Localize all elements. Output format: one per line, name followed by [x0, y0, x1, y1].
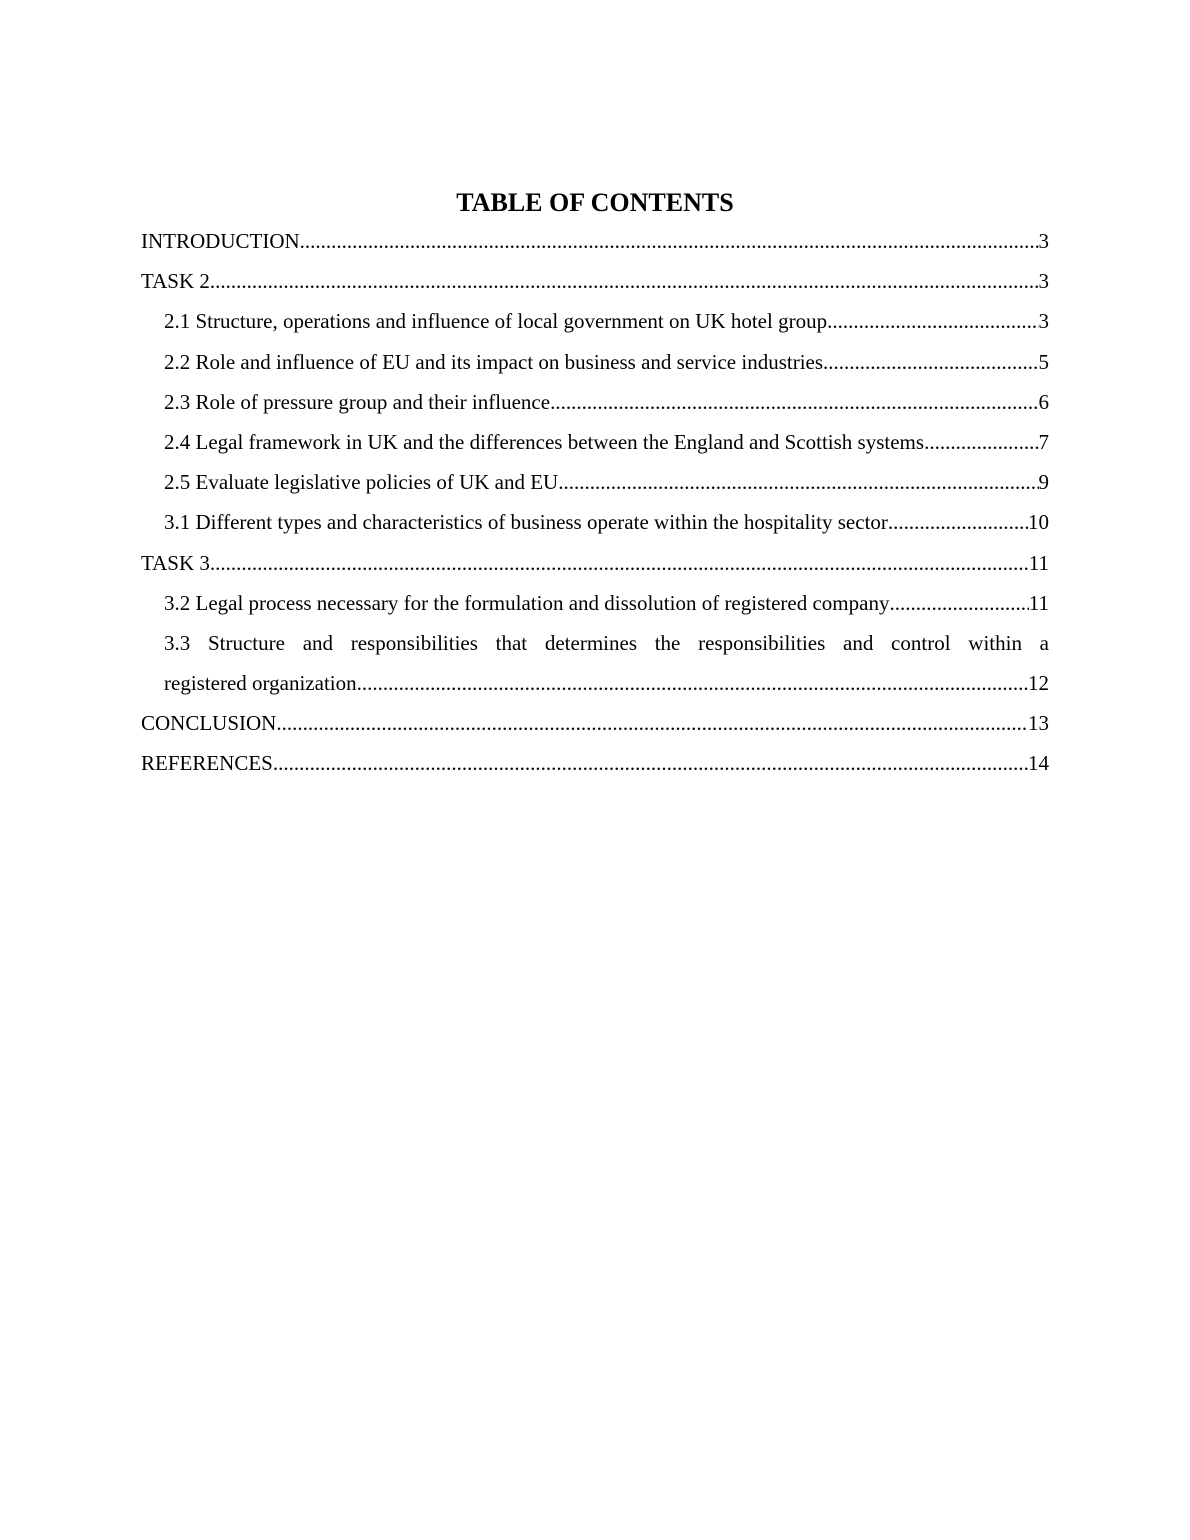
toc-dot-leader — [276, 703, 1028, 743]
toc-entry-label-line1: 3.3 Structure and responsibilities that determines the responsibilities and control within a — [164, 630, 1049, 655]
toc-entry-task-3[interactable] — [141, 543, 1049, 583]
toc-entry-label: TASK 3 — [141, 550, 210, 575]
toc-entry-label: 2.2 Role and influence of EU and its impact on business and service industries — [164, 349, 824, 374]
toc-dot-leader — [827, 301, 1038, 341]
toc-page-number: 10 — [1028, 510, 1049, 535]
toc-entry-label: TASK 2 — [141, 269, 210, 294]
toc-page-number: 3 — [1038, 229, 1049, 253]
toc-dot-leader — [924, 422, 1038, 462]
toc-entry-line2 — [164, 663, 1049, 703]
toc-entry-2-3[interactable] — [141, 382, 1049, 422]
toc-entry-2-5[interactable] — [141, 462, 1049, 502]
toc-entry-2-1[interactable] — [141, 301, 1049, 341]
toc-page-number: 14 — [1028, 751, 1049, 776]
toc-dot-leader — [558, 462, 1038, 502]
toc-entry-3-2[interactable] — [141, 583, 1049, 623]
toc-page-number: 3 — [1038, 309, 1049, 334]
toc-entry-label-line2: registered organization — [164, 671, 357, 696]
toc-dot-leader — [273, 743, 1028, 783]
toc-page-number: 9 — [1038, 470, 1049, 495]
toc-entry-label: 2.3 Role of pressure group and their influence — [164, 389, 551, 414]
toc-dot-leader — [210, 543, 1029, 583]
toc-entry-label: 2.4 Legal framework in UK and the differences between the England and Scottish systems — [164, 429, 925, 454]
table-of-contents — [141, 186, 1049, 784]
toc-entry-label: 3.1 Different types and characteristics of business operate within the hospitality sector — [164, 510, 888, 535]
toc-entry-label: INTRODUCTION — [141, 229, 300, 253]
toc-title: TABLE OF CONTENTS — [456, 188, 734, 217]
toc-entry-label: REFERENCES — [141, 751, 273, 776]
toc-page-number: 13 — [1028, 711, 1049, 736]
toc-page-number: 11 — [1028, 550, 1049, 575]
toc-dot-leader — [823, 342, 1038, 382]
toc-page-number: 5 — [1038, 349, 1049, 374]
toc-page-number: 3 — [1038, 269, 1049, 294]
toc-page-number: 11 — [1028, 590, 1049, 615]
toc-entry-label: CONCLUSION — [141, 711, 277, 736]
toc-page-number: 12 — [1028, 671, 1049, 696]
toc-entry-label: 3.2 Legal process necessary for the formulation and dissolution of registered company — [164, 590, 890, 615]
toc-entry-label: 2.5 Evaluate legislative policies of UK and EU — [164, 470, 559, 495]
toc-entry-2-2[interactable] — [141, 342, 1049, 382]
toc-dot-leader — [357, 663, 1028, 703]
toc-entry-introduction[interactable] — [141, 221, 1049, 261]
toc-dot-leader — [550, 382, 1038, 422]
toc-dot-leader — [210, 261, 1039, 301]
toc-entry-2-4[interactable] — [141, 422, 1049, 462]
toc-entry-label: 2.1 Structure, operations and influence of local government on UK hotel group — [164, 309, 828, 334]
toc-page-number: 7 — [1038, 429, 1049, 454]
toc-entry-3-3[interactable] — [141, 623, 1049, 703]
toc-dot-leader — [889, 583, 1028, 623]
toc-entry-task-2[interactable] — [141, 261, 1049, 301]
toc-page-number: 6 — [1038, 389, 1049, 414]
toc-dot-leader — [888, 502, 1028, 542]
toc-entry-references[interactable] — [141, 743, 1049, 783]
toc-entry-conclusion[interactable] — [141, 703, 1049, 743]
toc-dot-leader — [300, 221, 1039, 261]
toc-entry-3-1[interactable] — [141, 502, 1049, 542]
